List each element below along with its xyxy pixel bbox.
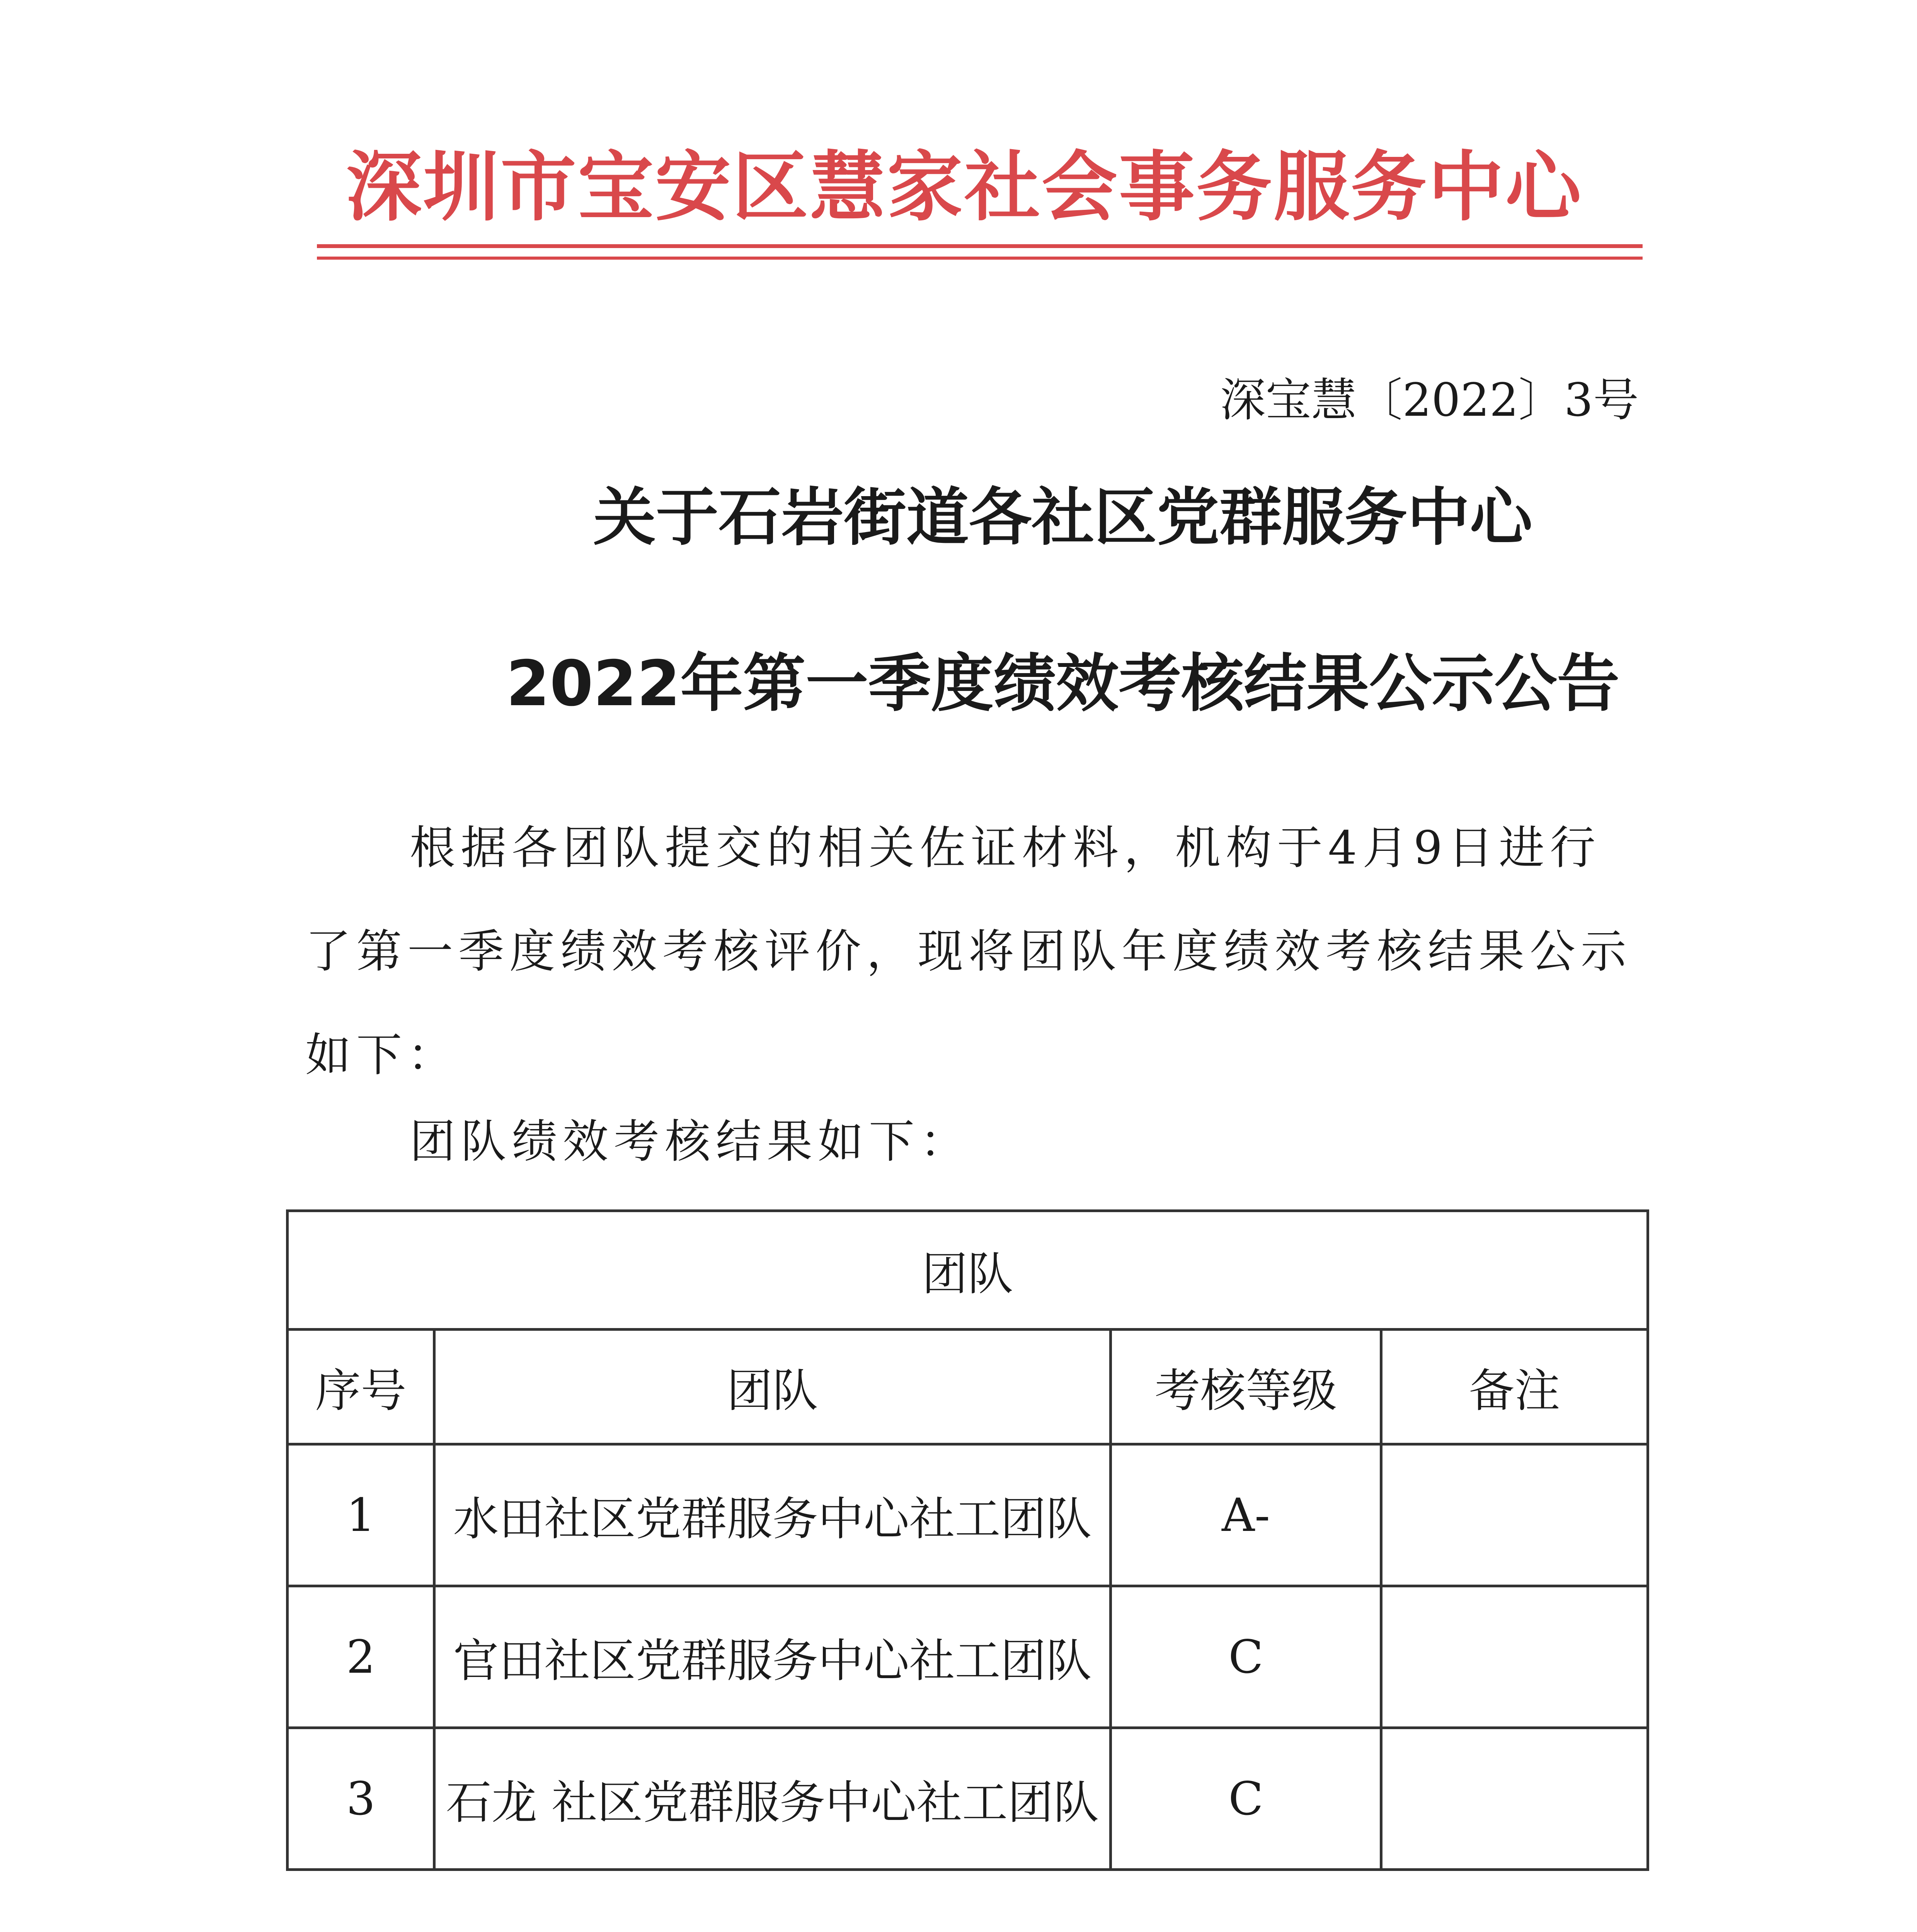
cell-note — [1381, 1586, 1648, 1728]
document-number: 深宝慧〔2022〕3号 — [1220, 373, 1639, 427]
cell-grade: C — [1111, 1586, 1381, 1728]
letterhead-title: 深圳市宝安区慧家社会事务服务中心 — [346, 143, 1583, 231]
intro-paragraph: 根据各团队提交的相关佐证材料，机构于4月9日进行了第一季度绩效考核评价，现将团队年度绩效考核结果公示如下： — [305, 821, 1632, 1082]
cell-team: 官田社区党群服务中心社工团队 — [434, 1586, 1111, 1728]
document-title-line-1: 关于石岩街道各社区党群服务中心 — [593, 481, 1532, 554]
header-no: 序号 — [288, 1330, 434, 1444]
table-caption-row — [288, 1211, 1648, 1330]
header-team: 团队 — [434, 1330, 1111, 1444]
table-row — [288, 1728, 1648, 1870]
results-table — [286, 1209, 1649, 1871]
table-row — [288, 1586, 1648, 1728]
cell-note — [1381, 1444, 1648, 1586]
table-caption: 团队 — [288, 1211, 1648, 1330]
cell-no: 1 — [288, 1444, 434, 1586]
cell-no: 3 — [288, 1728, 434, 1870]
header-note: 备注 — [1381, 1330, 1648, 1444]
cell-note — [1381, 1728, 1648, 1870]
cell-team: 石龙 社区党群服务中心社工团队 — [434, 1728, 1111, 1870]
letterhead-divider-thin — [317, 257, 1643, 260]
letterhead-divider — [317, 244, 1643, 248]
table-row — [288, 1444, 1648, 1586]
table-header-row — [288, 1330, 1648, 1444]
header-grade: 考核等级 — [1111, 1330, 1381, 1444]
cell-grade: C — [1111, 1728, 1381, 1870]
document-title-line-2: 2022年第一季度绩效考核结果公示公告 — [506, 648, 1620, 720]
table-intro-paragraph: 团队绩效考核结果如下： — [410, 1115, 971, 1168]
cell-grade: A- — [1111, 1444, 1381, 1586]
cell-team: 水田社区党群服务中心社工团队 — [434, 1444, 1111, 1586]
cell-no: 2 — [288, 1586, 434, 1728]
